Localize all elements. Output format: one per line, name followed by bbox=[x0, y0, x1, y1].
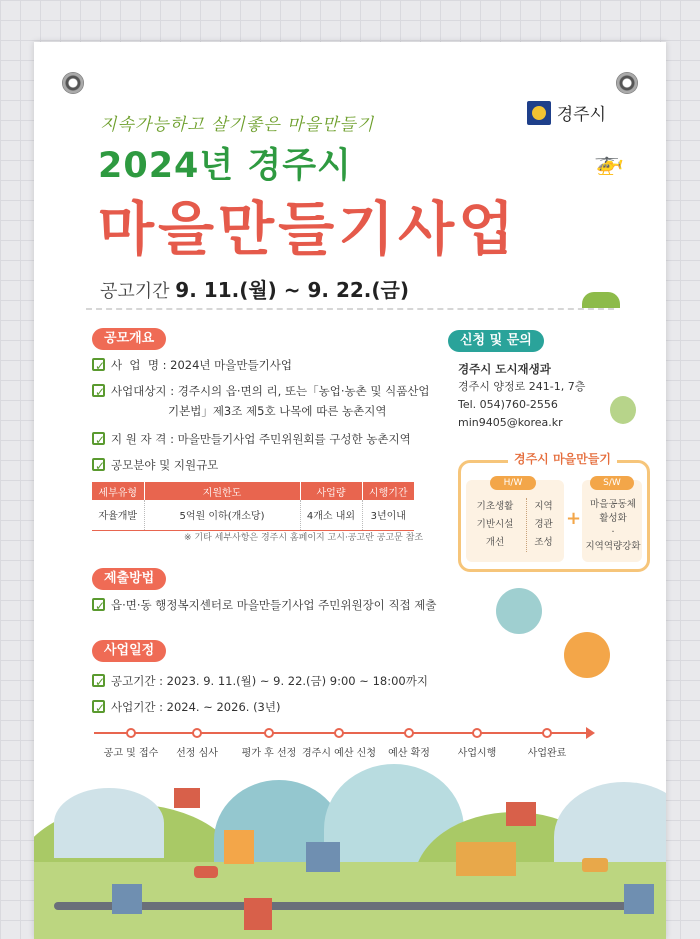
schedule-item: ✓ 공고기간 : 2023. 9. 11.(월) ~ 9. 22.(금) 9:00 ~ 18:00까지 bbox=[92, 670, 428, 692]
house-icon bbox=[624, 884, 654, 914]
contact-email: min9405@korea.kr bbox=[458, 416, 563, 429]
org-name: 경주시 bbox=[556, 105, 606, 125]
shrub-decoration bbox=[582, 292, 620, 308]
contact-dept: 경주시 도시재생과 bbox=[458, 362, 551, 376]
divider bbox=[86, 308, 614, 310]
balloon-icon bbox=[610, 396, 636, 424]
main-title: 마을만들기사업 bbox=[98, 195, 519, 263]
year-title: 2024년 경주시 bbox=[98, 146, 352, 186]
grommet-right bbox=[616, 72, 638, 94]
table-note: ※ 기타 세부사항은 경주시 홈페이지 고시·공고란 공고문 참조 bbox=[184, 533, 424, 543]
period-value: 9. 11.(월) ~ 9. 22.(금) bbox=[175, 278, 409, 302]
table-row bbox=[92, 500, 414, 530]
house-icon bbox=[174, 788, 200, 808]
timeline-step: 사업시행 bbox=[457, 748, 497, 759]
timeline-dot bbox=[542, 728, 552, 738]
contact-info bbox=[458, 360, 585, 432]
sw-list: 마을공동체 활성화 · 지역역량강화 bbox=[585, 499, 641, 552]
table-header: 사업량 bbox=[300, 482, 362, 500]
overview-item: ✓ 사 업 명 : 2024년 마을만들기사업 bbox=[92, 354, 292, 376]
timeline-dot bbox=[334, 728, 344, 738]
timeline-arrow-icon bbox=[586, 727, 595, 739]
period-label: 공고기간 bbox=[100, 281, 170, 302]
house-icon bbox=[224, 830, 254, 864]
checkbox-icon bbox=[92, 384, 105, 397]
submission-heading: 제출방법 bbox=[92, 568, 166, 590]
timeline-step: 공고 및 접수 bbox=[103, 748, 159, 759]
timeline-step: 예산 확정 bbox=[388, 748, 430, 759]
overview-item: ✓ 공모분야 및 지원규모 bbox=[92, 454, 218, 476]
table-cell: 3년이내 bbox=[362, 500, 414, 530]
maeul-box-title: 경주시 마을만들기 bbox=[508, 450, 617, 467]
house-icon bbox=[506, 802, 536, 826]
house-icon bbox=[244, 898, 272, 930]
support-table bbox=[92, 482, 414, 531]
overview-item-cont: 기본법」제3조 제5호 나목에 따른 농촌지역 bbox=[168, 404, 387, 418]
overview-item: ✓ 사업대상지 : 경주시의 읍·면의 리, 또는「농업·농촌 및 식품산업 bbox=[92, 380, 430, 402]
timeline-step: 경주시 예산 신청 bbox=[302, 748, 376, 759]
contact-heading: 신청 및 문의 bbox=[448, 330, 544, 352]
checkbox-icon bbox=[92, 432, 105, 445]
timeline-dot bbox=[264, 728, 274, 738]
hw-tag: H/W bbox=[490, 476, 536, 490]
truck-icon bbox=[582, 858, 608, 872]
grommet-left bbox=[62, 72, 84, 94]
checkbox-icon bbox=[92, 598, 105, 611]
timeline-dot bbox=[404, 728, 414, 738]
house-icon bbox=[456, 842, 516, 876]
slogan: 지속가능하고 살기좋은 마을만들기 bbox=[100, 115, 375, 135]
timeline-step: 사업완료 bbox=[527, 748, 567, 759]
org-logo-block bbox=[527, 100, 606, 125]
timeline-dot bbox=[472, 728, 482, 738]
timeline-dot bbox=[126, 728, 136, 738]
table-cell: 자율개발 bbox=[92, 500, 144, 530]
balloon-icon bbox=[564, 632, 610, 678]
notice-period bbox=[100, 274, 409, 303]
table-header: 지원한도 bbox=[144, 482, 300, 500]
house-icon bbox=[112, 884, 142, 914]
overview-item: ✓ 지 원 자 격 : 마을만들기사업 주민위원회를 구성한 농촌지역 bbox=[92, 428, 411, 450]
checkbox-icon bbox=[92, 358, 105, 371]
table-header: 시행기간 bbox=[362, 482, 414, 500]
contact-tel: Tel. 054)760-2556 bbox=[458, 398, 558, 411]
timeline-step: 평가 후 선정 bbox=[241, 748, 297, 759]
contact-address: 경주시 양정로 241-1, 7층 bbox=[458, 380, 586, 393]
balloon-icon bbox=[496, 588, 542, 634]
table-cell: 4개소 내외 bbox=[300, 500, 362, 530]
helicopter-icon: 🚁 bbox=[594, 148, 624, 176]
checkbox-icon bbox=[92, 458, 105, 471]
schedule-heading: 사업일정 bbox=[92, 640, 166, 662]
table-cell: 5억원 이하(개소당) bbox=[144, 500, 300, 530]
city-emblem-icon bbox=[527, 101, 551, 125]
table-header: 세부유형 bbox=[92, 482, 144, 500]
car-icon bbox=[194, 866, 218, 878]
timeline-step: 선정 심사 bbox=[176, 748, 218, 759]
checkbox-icon bbox=[92, 700, 105, 713]
hw-right-list: 지역 경관 조성 bbox=[526, 498, 560, 552]
hw-left-list: 기초생활 기반시설 개선 bbox=[476, 501, 514, 548]
overview-heading: 공모개요 bbox=[92, 328, 166, 350]
schedule-item: ✓ 사업기간 : 2024. ~ 2026. (3년) bbox=[92, 696, 280, 718]
timeline-dot bbox=[192, 728, 202, 738]
submission-item: ✓ 읍·면·동 행정복지센터로 마을만들기사업 주민위원장이 직접 제출 bbox=[92, 594, 437, 616]
checkbox-icon bbox=[92, 674, 105, 687]
road bbox=[54, 902, 654, 910]
poster bbox=[34, 42, 666, 939]
plus-icon: + bbox=[566, 508, 582, 529]
sw-tag: S/W bbox=[590, 476, 634, 490]
house-icon bbox=[306, 842, 340, 872]
